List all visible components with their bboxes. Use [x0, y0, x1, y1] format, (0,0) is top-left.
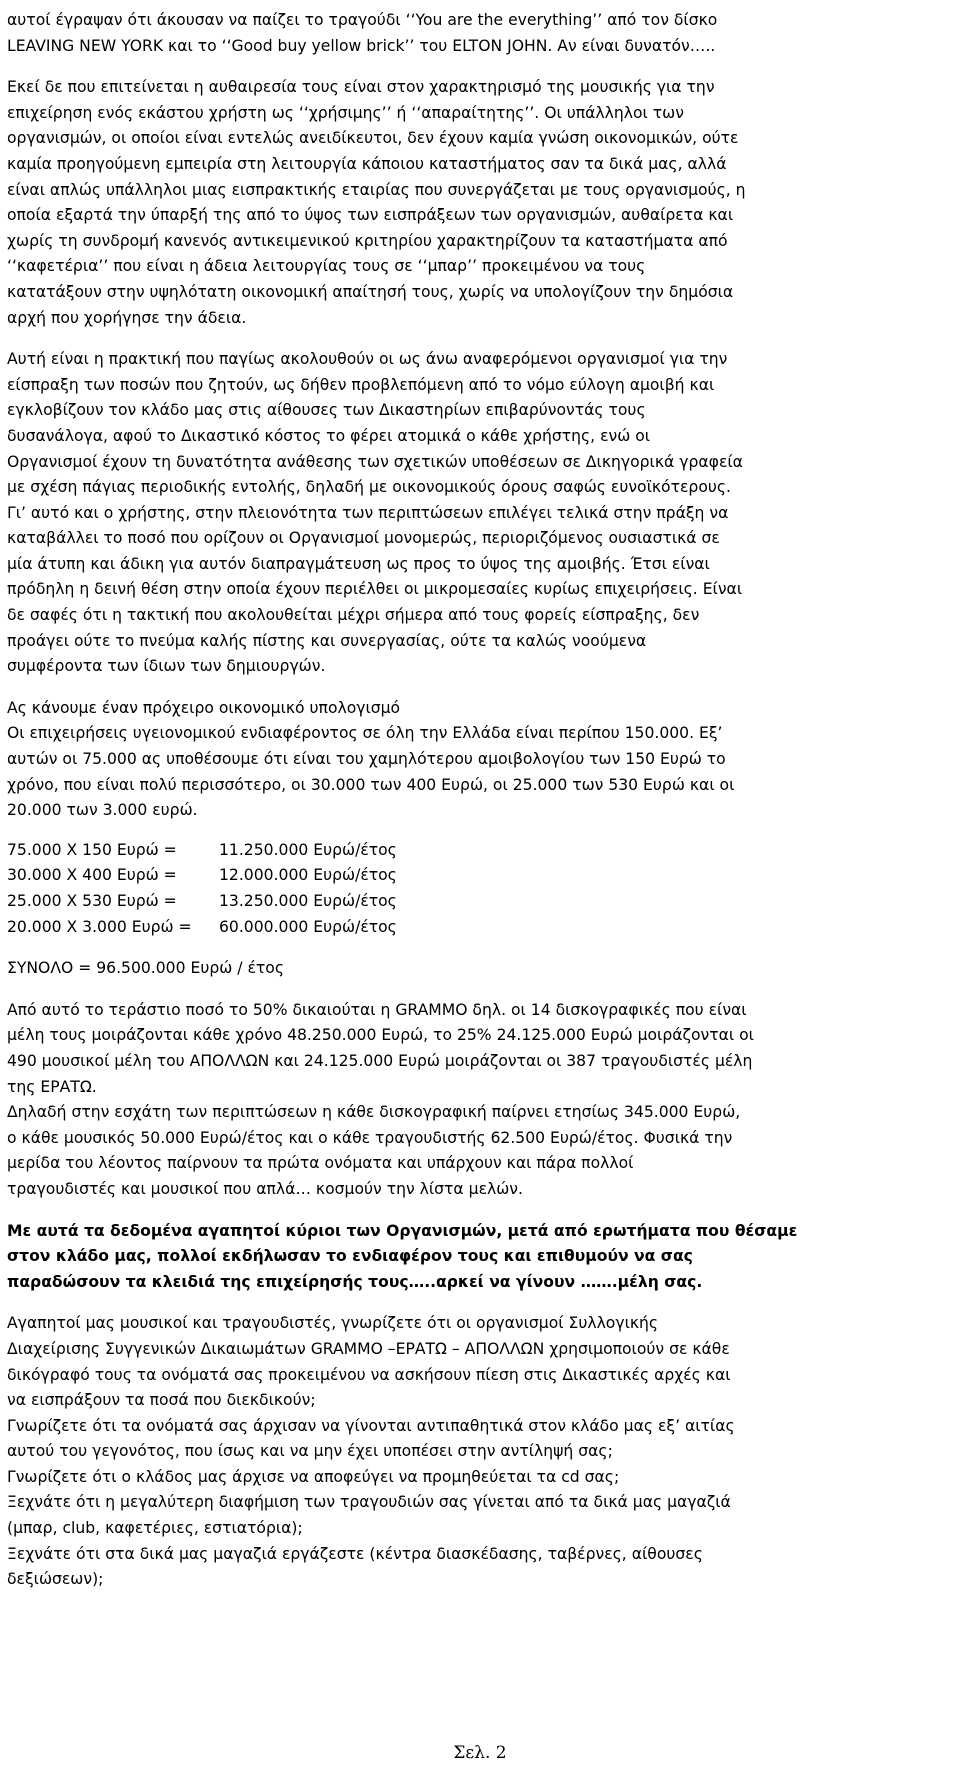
calculation-row: [7, 915, 950, 941]
paragraph-calculation-intro: Ας κάνουμε έναν πρόχειρο οικονομικό υπολογισμό Οι επιχειρήσεις υγειονομικού ενδιαφέροντος σε όλη την Ελλάδα είναι περίπου 150.000. Εξ’ αυτών οι 75.000 ας υποθέσουμε ότι είναι του χαμηλότερου αμοιβολογίου των 150 Ευρώ το χρόνο, που είναι πολύ περισσότερο, οι 30.000 των 400 Ευρώ, οι 25.000 των 530 Ευρώ και οι 20.000 των 3.000 ευρώ.: [7, 698, 735, 820]
calculation-left: 30.000 Χ 400 Ευρώ =: [7, 866, 177, 885]
paragraph-distribution: Από αυτό το τεράστιο ποσό το 50% δικαιούται η GRAMMO δηλ. οι 14 δισκογραφικές που είναι μέλη τους μοιράζονται κάθε χρόνο 48.250.000 Ευρώ, το 25% 24.125.000 Ευρώ μοιράζονται οι 490 μουσικοί μέλη του ΑΠΟΛΛΩΝ και 24.125.000 Ευρώ μοιράζονται οι 387 τραγουδιστές μέλη της ΕΡΑΤΩ. Δηλαδή στην εσχάτη των περιπτώσεων η κάθε δισκογραφική παίρνει ετησίως 345.000 Ευρώ, ο κάθε μουσικός 50.000 Ευρώ/έτος και ο κάθε τραγουδιστής 62.500 Ευρώ/έτος. Φυσικά την μερίδα του λέοντος παίρνουν τα πρώτα ονόματα και υπάρχουν και πάρα πολλοί τραγουδιστές και μουσικοί που απλά… κοσμούν την λίστα μελών.: [7, 1000, 754, 1198]
calculation-row: [7, 838, 950, 864]
calculation-table: [7, 838, 950, 940]
paragraph-practice: Αυτή είναι η πρακτική που παγίως ακολουθούν οι ως άνω αναφερόμενοι οργανισμοί για την είσπραξη των ποσών που ζητούν, ως δήθεν προβλεπόμενη από το νόμο εύλογη αμοιβή και εγκλοβίζουν τον κλάδο μας στις αίθουσες των Δικαστηρίων επιβαρύνοντάς τους δυσανάλογα, αφού το Δικαστικό κόστος το φέρει ατομικά ο κάθε χρήστης, ενώ οι Οργανισμοί έχουν τη δυνατότητα ανάθεσης των σχετικών υποθέσεων σε Δικηγορικά γραφεία με σχέση πάγιας περιοδικής εντολής, δηλαδή με οικονομικούς όρους σαφώς ευνοϊκότερους. Γι’ αυτό και ο χρήστης, στην πλειονότητα των περιπτώσεων επιλέγει τελικά στην πράξη να καταβάλλει το ποσό που ορίζουν οι Οργανισμοί μονομερώς, περιοριζόμενος ουσιαστικά σε μία άτυπη και άδικη για αυτόν διαπραγμάτευση ως προς το ύψος της αμοιβής. Έτσι είναι πρόδηλη η δεινή θέση στην οποία έχουν περιέλθει οι μικρομεσαίες κυρίως επιχειρήσεις. Είναι δε σαφές ότι η τακτική που ακολουθείται μέχρι σήμερα από τους φορείς είσπραξης, δεν προάγει ούτε το πνεύμα καλής πίστης και συνεργασίας, ούτε τα καλώς νοούμενα συμφέροντα των ίδιων των δημιουργών.: [7, 350, 743, 676]
paragraph-bold-statement: Με αυτά τα δεδομένα αγαπητοί κύριοι των Οργανισμών, μετά από ερωτήματα που θέσαμε στον κλάδο μας, πολλοί εκδήλωσαν το ενδιαφέρον τους και επιθυμούν να σας παραδώσουν τα κλειδιά της επιχείρησής τους…..αρκεί να γίνουν …….μέλη σας.: [7, 1221, 798, 1291]
paragraph-arbitrariness: Εκεί δε που επιτείνεται η αυθαιρεσία τους είναι στον χαρακτηρισμό της μουσικής για την επιχείρηση ενός εκάστου χρήστη ως ‘‘χρήσιμης’’ ή ‘‘απαραίτητης’’. Οι υπάλληλοι των οργανισμών, οι οποίοι είναι εντελώς ανειδίκευτοι, δεν έχουν καμία γνώση οικονομικών, ούτε καμία προηγούμενη εμπειρία στη λειτουργία κάποιου καταστήματος σαν τα δικά μας, αλλά είναι απλώς υπάλληλοι μιας εισπρακτικής εταιρίας που συνεργάζεται με τους οργανισμούς, η οποία εξαρτά την ύπαρξή της από το ύψος των εισπράξεων των οργανισμών, αυθαίρετα και χωρίς τη συνδρομή κανενός αντικειμενικού κριτηρίου χαρακτηρίζουν τα καταστήματα από ‘‘καφετέρια’’ που είναι η άδεια λειτουργίας τους σε ‘‘μπαρ’’ προκειμένου να τους κατατάξουν στην υψηλότατη οικονομική απαίτησή τους, χωρίς να υπολογίζουν την δημόσια αρχή που χορήγησε την άδεια.: [7, 78, 746, 327]
calculation-row: [7, 863, 950, 889]
calculation-left: 20.000 Χ 3.000 Ευρώ =: [7, 917, 192, 936]
page-number: Σελ. 2: [453, 1743, 507, 1763]
paragraph-intro: αυτοί έγραψαν ότι άκουσαν να παίζει το τραγούδι ‘‘You are the everything’’ από τον δίσκο LEAVING NEW YORK και το ‘‘Good buy yellow brick’’ του ELTON JOHN. Αν είναι δυνατόν…..: [7, 11, 718, 55]
calculation-left: 25.000 Χ 530 Ευρώ =: [7, 892, 177, 910]
total-line: ΣΥΝΟΛΟ = 96.500.000 Ευρώ / έτος: [7, 959, 284, 978]
calculation-right: 13.250.000 Ευρώ/έτος: [219, 892, 397, 910]
calculation-right: 60.000.000 Ευρώ/έτος: [219, 917, 397, 936]
calculation-row: [7, 889, 950, 915]
calculation-right: 12.000.000 Ευρώ/έτος: [219, 866, 397, 885]
calculation-left: 75.000 Χ 150 Ευρώ =: [7, 840, 177, 859]
paragraph-appeal: Αγαπητοί μας μουσικοί και τραγουδιστές, γνωρίζετε ότι οι οργανισμοί Συλλογικής Διαχείρισης Συγγενικών Δικαιωμάτων GRAMMO –ΕΡΑΤΩ – ΑΠΟΛΛΩΝ χρησιμοποιούν σε κάθε δικόγραφό τους τα ονόματά σας προκειμένου να ασκήσουν πίεση στις Δικαστικές αρχές και να εισπράξουν τα ποσά που διεκδικούν; Γνωρίζετε ότι τα ονόματά σας άρχισαν να γίνονται αντιπαθητικά στον κλάδο μας εξ’ αιτίας αυτού του γεγονότος, που ίσως και να μην έχει υποπέσει στην αντίληψή σας; Γνωρίζετε ότι ο κλάδος μας άρχισε να αποφεύγει να προμηθεύεται τα cd σας; Ξεχνάτε ότι η μεγαλύτερη διαφήμιση των τραγουδιών σας γίνεται από τα δικά μας μαγαζιά (μπαρ, club, καφετέριες, εστιατόρια); Ξεχνάτε ότι στα δικά μας μαγαζιά εργάζεστε (κέντρα διασκέδασης, ταβέρνες, αίθουσες δεξιώσεων);: [7, 1314, 735, 1589]
calculation-right: 11.250.000 Ευρώ/έτος: [219, 840, 397, 859]
